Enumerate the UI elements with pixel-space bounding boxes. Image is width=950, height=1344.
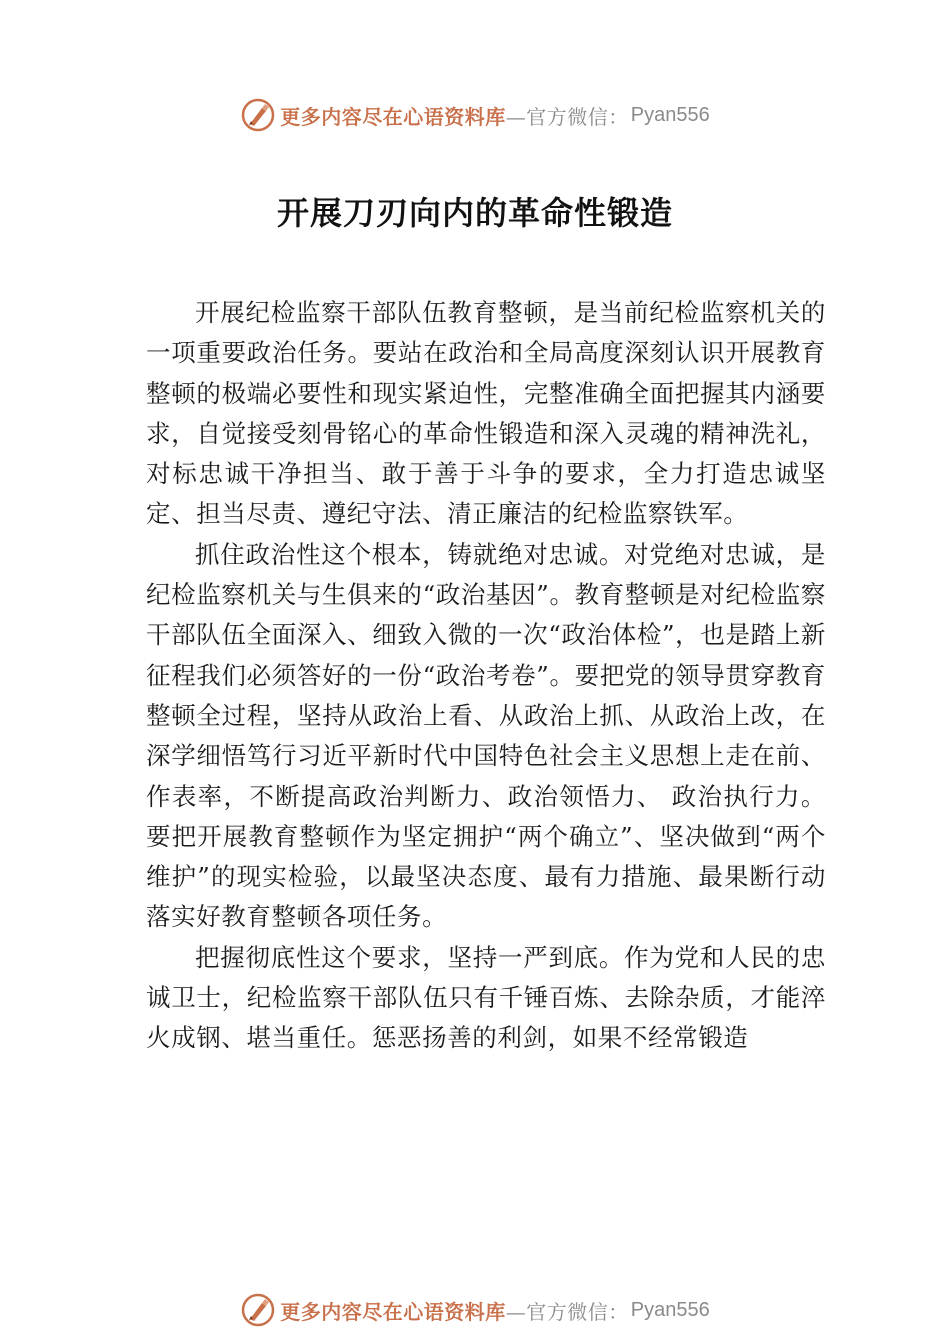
paragraph-1: 开展纪检监察干部队伍教育整顿，是当前纪检监察机关的一项重要政治任务。要站在政治和全局高度深刻认识开展教育整顿的极端必要性和现实紧迫性，完整准确全面把握其内涵要求，自觉接受刻骨铭心的革命性锻造和深入灵魂的精神洗礼，对标忠诚干净担当、敢于善于斗争的要求，全力打造忠诚坚定、担当尽责、遵纪守法、清正廉洁的纪检监察铁军。 (146, 298, 826, 529)
document-title: 开展刀刃向内的革命性锻造 (276, 194, 673, 232)
pen-nib-logo-icon (240, 1292, 276, 1328)
banner-promo-text: 更多内容尽在心语资料库 (280, 104, 506, 129)
header-banner (0, 95, 950, 135)
banner-promo-text: 更多内容尽在心语资料库 (280, 1299, 506, 1324)
footer-banner (0, 1290, 950, 1330)
banner-separator-text: —官方微信： (505, 1299, 629, 1324)
banner-separator-text: —官方微信： (505, 104, 629, 129)
paragraph-2: 抓住政治性这个根本，铸就绝对忠诚。对党绝对忠诚，是纪检监察机关与生俱来的“政治基因”。教育整顿是对纪检监察干部队伍全面深入、细致入微的一次“政治体检”，也是踏上新征程我们必须答好的一份“政治考卷”。要把党的领导贯穿教育整顿全过程，坚持从政治上看、从政治上抓、从政治上改，在深学细悟笃行习近平新时代中国特色社会主义思想上走在前、作表率，不断提高政治判断力、政治领悟力、 政治执行力。要把开展教育整顿作为坚定拥护“两个确立”、坚决做到“两个维护”的现实检验，以最坚决态度、最有力措施、最果断行动落实好教育整顿各项任务。 (146, 539, 826, 932)
paragraph-3: 把握彻底性这个要求，坚持一严到底。作为党和人民的忠诚卫士，纪检监察干部队伍只有千锤百炼、去除杂质，才能淬火成钢、堪当重任。惩恶扬善的利剑，如果不经常锻造 (146, 942, 826, 1053)
banner-wechat-id: Pyan556 (630, 103, 710, 126)
pen-nib-logo-icon (240, 97, 276, 133)
banner-wechat-id: Pyan556 (630, 1298, 710, 1321)
document-body (146, 293, 826, 1059)
